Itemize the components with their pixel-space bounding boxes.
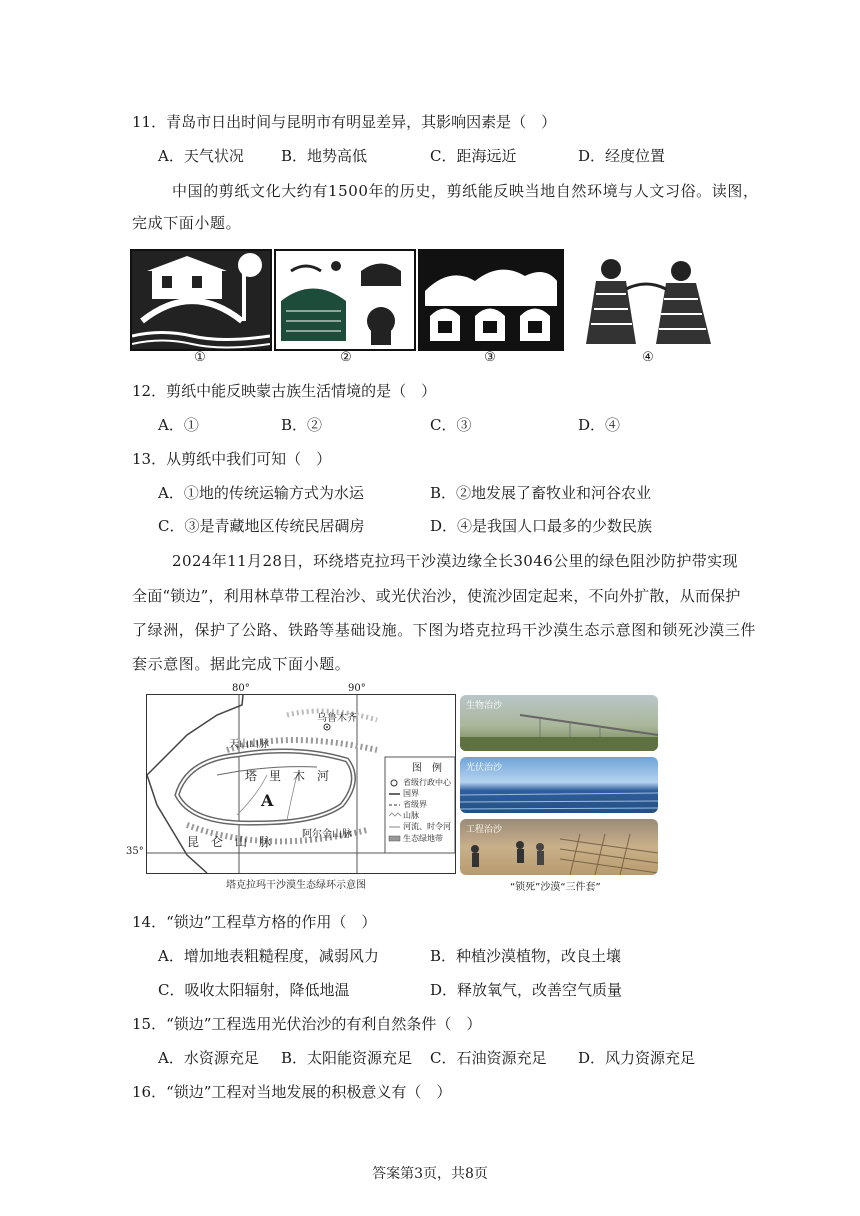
q15-option-c: C．石油资源充足 bbox=[430, 1049, 547, 1067]
paper-cut-4-dance-image bbox=[566, 249, 732, 347]
q15-option-d: D．风力资源充足 bbox=[578, 1049, 696, 1067]
photo-photovoltaic-sand-control bbox=[460, 757, 658, 813]
question-11-stem: 11．青岛市日出时间与昆明市有明显差异，其影响因素是（ ） bbox=[132, 113, 557, 131]
map-river-label: 塔 里 木 河 bbox=[245, 769, 330, 783]
intro-desert-line2: 全面“锁边”，利用林草带工程治沙、或光伏治沙，使流沙固定起来，不向外扩散，从而保护 bbox=[132, 587, 741, 605]
paper-cut-1-bridge-image bbox=[130, 249, 272, 351]
q12-option-a: A．① bbox=[158, 416, 199, 434]
photo-biological-sand-control bbox=[460, 695, 658, 751]
photo-label-engineering: 工程治沙 bbox=[466, 825, 503, 835]
q14-option-c: C．吸收太阳辐射，降低地温 bbox=[158, 981, 350, 999]
map-legend-item: 省级行政中心 bbox=[403, 778, 451, 787]
map-legend-item: 山脉 bbox=[403, 811, 419, 820]
q11-option-d: D．经度位置 bbox=[578, 147, 666, 165]
map-region-a-label: A bbox=[261, 791, 274, 810]
map-latitude-35: 35° bbox=[126, 846, 144, 857]
map-longitude-80: 80° bbox=[232, 683, 250, 694]
taklamakan-ecology-map bbox=[146, 694, 456, 874]
q12-option-d: D．④ bbox=[578, 416, 621, 434]
intro-desert-line1: 2024年11月28日，环绕塔克拉玛干沙漠边缘全长3046公里的绿色阻沙防护带实现 bbox=[172, 552, 738, 570]
question-12-stem: 12．剪纸中能反映蒙古族生活情境的是（ ） bbox=[132, 382, 437, 400]
intro-desert-line4: 套示意图。据此完成下面小题。 bbox=[132, 655, 351, 673]
q11-option-b: B．地势高低 bbox=[281, 147, 368, 165]
q15-option-a: A．水资源充足 bbox=[158, 1049, 259, 1067]
map-legend-title: 图 例 bbox=[412, 763, 442, 774]
q12-option-b: B．② bbox=[281, 416, 323, 434]
map-longitude-90: 90° bbox=[348, 683, 366, 694]
paper-cut-label-3: ③ bbox=[484, 350, 496, 365]
q12-option-c: C．③ bbox=[430, 416, 472, 434]
question-16-stem: 16．“锁边”工程对当地发展的积极意义有（ ） bbox=[132, 1083, 452, 1101]
map-kunlun-label: 昆 仑 山 脉 bbox=[187, 835, 272, 849]
photos-caption: “锁死”沙漠“三件套” bbox=[510, 882, 601, 893]
map-city-label: 乌鲁木齐 bbox=[317, 713, 357, 724]
paper-cut-3-cave-dwelling-image bbox=[418, 249, 564, 351]
q14-option-d: D．释放氧气，改善空气质量 bbox=[430, 981, 623, 999]
map-caption: 塔克拉玛干沙漠生态绿环示意图 bbox=[226, 880, 366, 891]
paper-cut-2-yurt-image bbox=[274, 249, 416, 351]
q14-option-a: A．增加地表粗糙程度，减弱风力 bbox=[158, 947, 379, 965]
map-legend-item: 省级界 bbox=[403, 800, 427, 809]
map-legend-item: 河流、时令河 bbox=[403, 822, 451, 831]
paper-cut-label-2: ② bbox=[340, 350, 352, 365]
map-tianshan-label: 天山山脉 bbox=[229, 739, 269, 750]
map-legend-item: 国界 bbox=[403, 789, 419, 798]
q13-option-a: A．①地的传统运输方式为水运 bbox=[158, 484, 364, 502]
question-15-stem: 15．“锁边”工程选用光伏治沙的有利自然条件（ ） bbox=[132, 1015, 482, 1033]
q13-option-b: B．②地发展了畜牧业和河谷农业 bbox=[430, 484, 652, 502]
page-footer: 答案第3页，共8页 bbox=[372, 1166, 488, 1182]
map-altun-label: 阿尔金山脉 bbox=[302, 829, 352, 840]
intro-desert-line3: 了绿洲，保护了公路、铁路等基础设施。下图为塔克拉玛干沙漠生态示意图和锁死沙漠三件 bbox=[132, 621, 757, 639]
intro-paper-cut-line2: 完成下面小题。 bbox=[132, 214, 242, 232]
photo-engineering-sand-control bbox=[460, 819, 658, 875]
q14-option-b: B．种植沙漠植物，改良土壤 bbox=[430, 947, 622, 965]
q11-option-a: A．天气状况 bbox=[158, 147, 244, 165]
question-14-stem: 14．“锁边”工程草方格的作用（ ） bbox=[132, 913, 377, 931]
q15-option-b: B．太阳能资源充足 bbox=[281, 1049, 413, 1067]
q11-option-c: C．距海远近 bbox=[430, 147, 517, 165]
map-legend-item: 生态绿地带 bbox=[403, 834, 443, 843]
photo-label-photovoltaic: 光伏治沙 bbox=[466, 763, 503, 773]
q13-option-c: C．③是青藏地区传统民居碉房 bbox=[158, 517, 365, 535]
question-13-stem: 13．从剪纸中我们可知（ ） bbox=[132, 450, 332, 468]
q13-option-d: D．④是我国人口最多的少数民族 bbox=[430, 517, 653, 535]
paper-cut-label-1: ① bbox=[194, 350, 206, 365]
paper-cut-label-4: ④ bbox=[642, 350, 654, 365]
photo-label-biological: 生物治沙 bbox=[466, 701, 503, 711]
intro-paper-cut-line1: 中国的剪纸文化大约有1500年的历史，剪纸能反映当地自然环境与人文习俗。读图， bbox=[172, 182, 759, 200]
